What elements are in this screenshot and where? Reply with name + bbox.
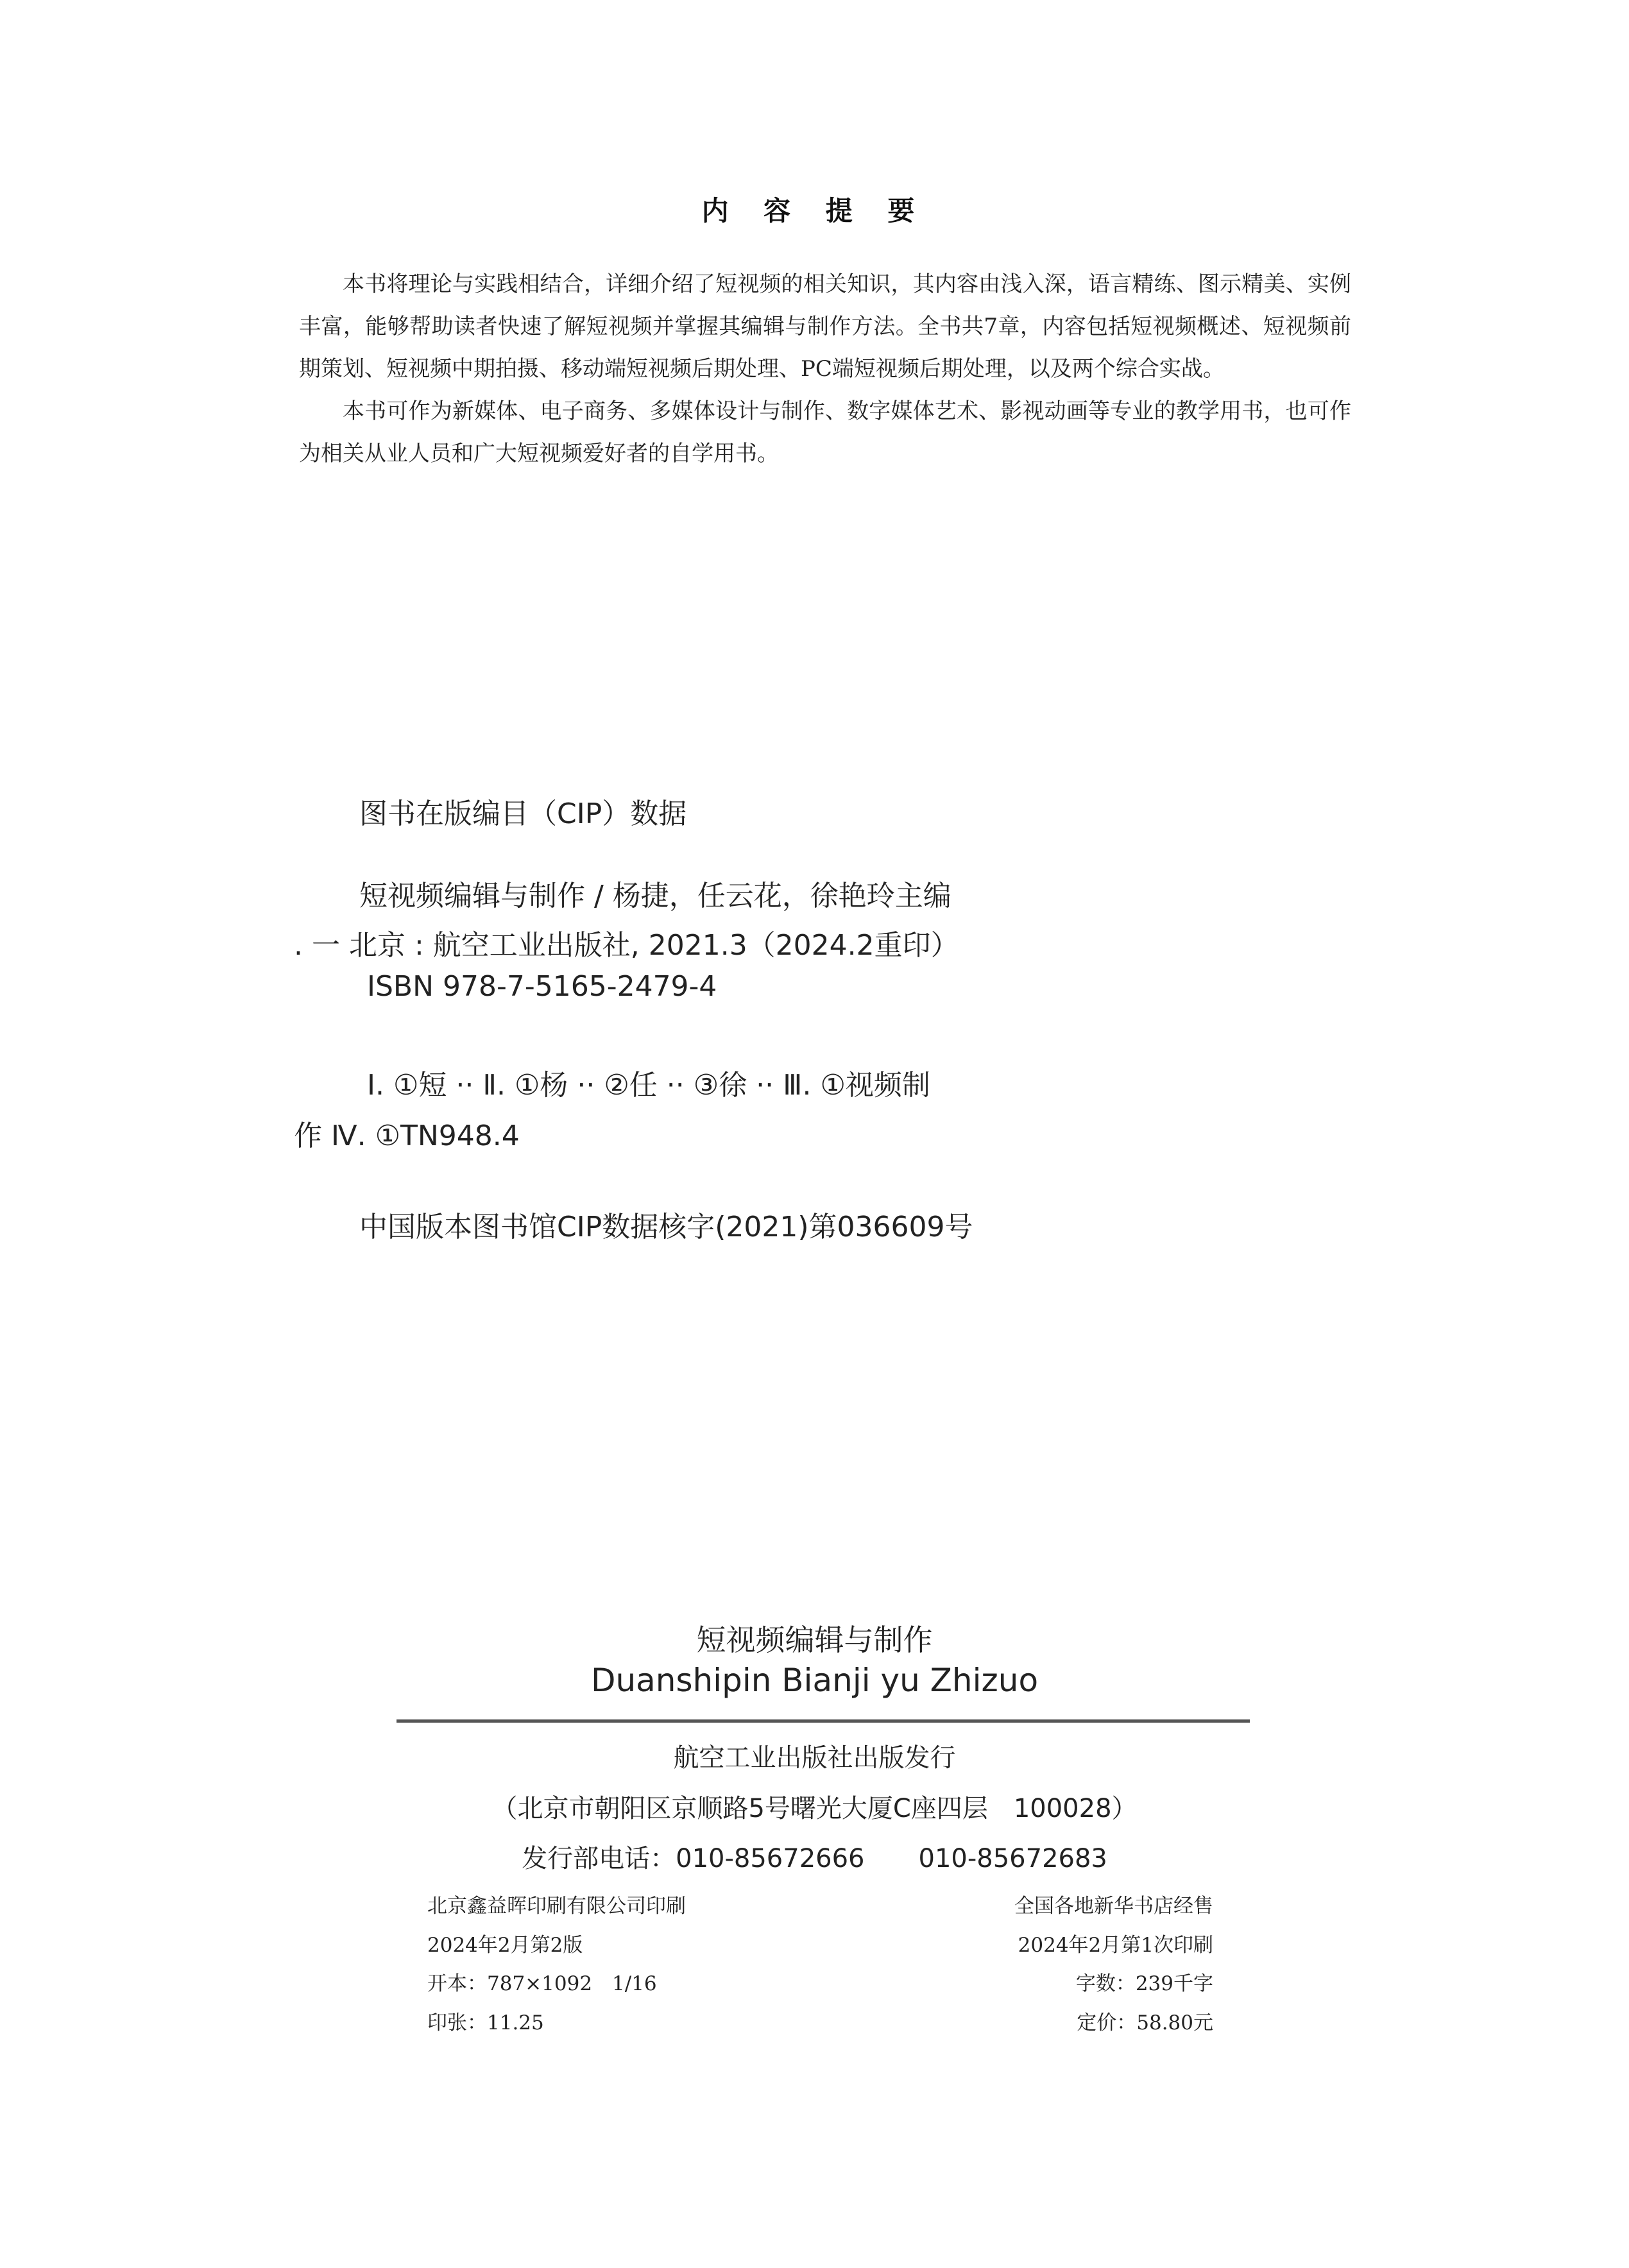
phone-line — [0, 1838, 1629, 1875]
cip-classification-line-2: 作 Ⅳ. ①TN948.4 — [294, 1120, 520, 1152]
publisher-address: （北京市朝阳区京顺路5号曙光大厦C座四层 100028） — [491, 1794, 1138, 1823]
abstract-paragraph-1: 本书将理论与实践相结合，详细介绍了短视频的相关知识，其内容由浅入深，语言精练、图示精美、实例丰富，能够帮助读者快速了解短视频并掌握其编辑与制作方法。全书共7章，内容包括短视频概述、短视频前期策划、短视频中期拍摄、移动端短视频后期处理、PC端短视频后期处理，以及两个综合实战。 — [299, 271, 1351, 382]
abstract-title: 内 容 提 要 — [701, 195, 928, 226]
printer: 北京鑫益晖印刷有限公司印刷 — [427, 1895, 686, 1918]
cip-record: 中国版本图书馆CIP数据核字(2021)第036609号 — [359, 1211, 973, 1243]
publisher-line: 航空工业出版社出版发行 — [673, 1743, 956, 1773]
abstract-body — [299, 263, 1351, 475]
cip-entry-line-1: 短视频编辑与制作 / 杨捷，任云花，徐艳玲主编 — [359, 880, 951, 912]
printing: 2024年2月第1次印刷 — [1018, 1934, 1213, 1957]
printed-sheets: 印张：11.25 — [427, 2011, 544, 2034]
price: 定价：58.80元 — [1077, 2011, 1213, 2034]
cip-entry-line-2: . 一 北京 : 航空工业出版社, 2021.3（2024.2重印） — [294, 929, 959, 962]
format: 开本：787×1092 1/16 — [427, 1972, 657, 1995]
distributor: 全国各地新华书店经售 — [1014, 1895, 1213, 1918]
abstract-paragraph-2: 本书可作为新媒体、电子商务、多媒体设计与制作、数字媒体艺术、影视动画等专业的教学用书，也可作为相关从业人员和广大短视频爱好者的自学用书。 — [299, 398, 1351, 466]
book-title-chinese: 短视频编辑与制作 — [696, 1623, 933, 1657]
book-title-pinyin: Duanshipin Bianji yu Zhizuo — [590, 1662, 1039, 1699]
phone-primary: 发行部电话：010-85672666 — [522, 1844, 865, 1873]
cip-heading: 图书在版编目（CIP）数据 — [359, 797, 687, 830]
word-count: 字数：239千字 — [1075, 1972, 1213, 1995]
edition: 2024年2月第2版 — [427, 1934, 583, 1957]
cip-isbn: ISBN 978-7-5165-2479-4 — [367, 970, 717, 1003]
title-divider — [397, 1719, 1250, 1723]
cip-classification-line-1: Ⅰ. ①短 ·· Ⅱ. ①杨 ·· ②任 ·· ③徐 ·· Ⅲ. ①视频制 — [367, 1069, 930, 1102]
phone-secondary: 010-85672683 — [918, 1844, 1107, 1873]
